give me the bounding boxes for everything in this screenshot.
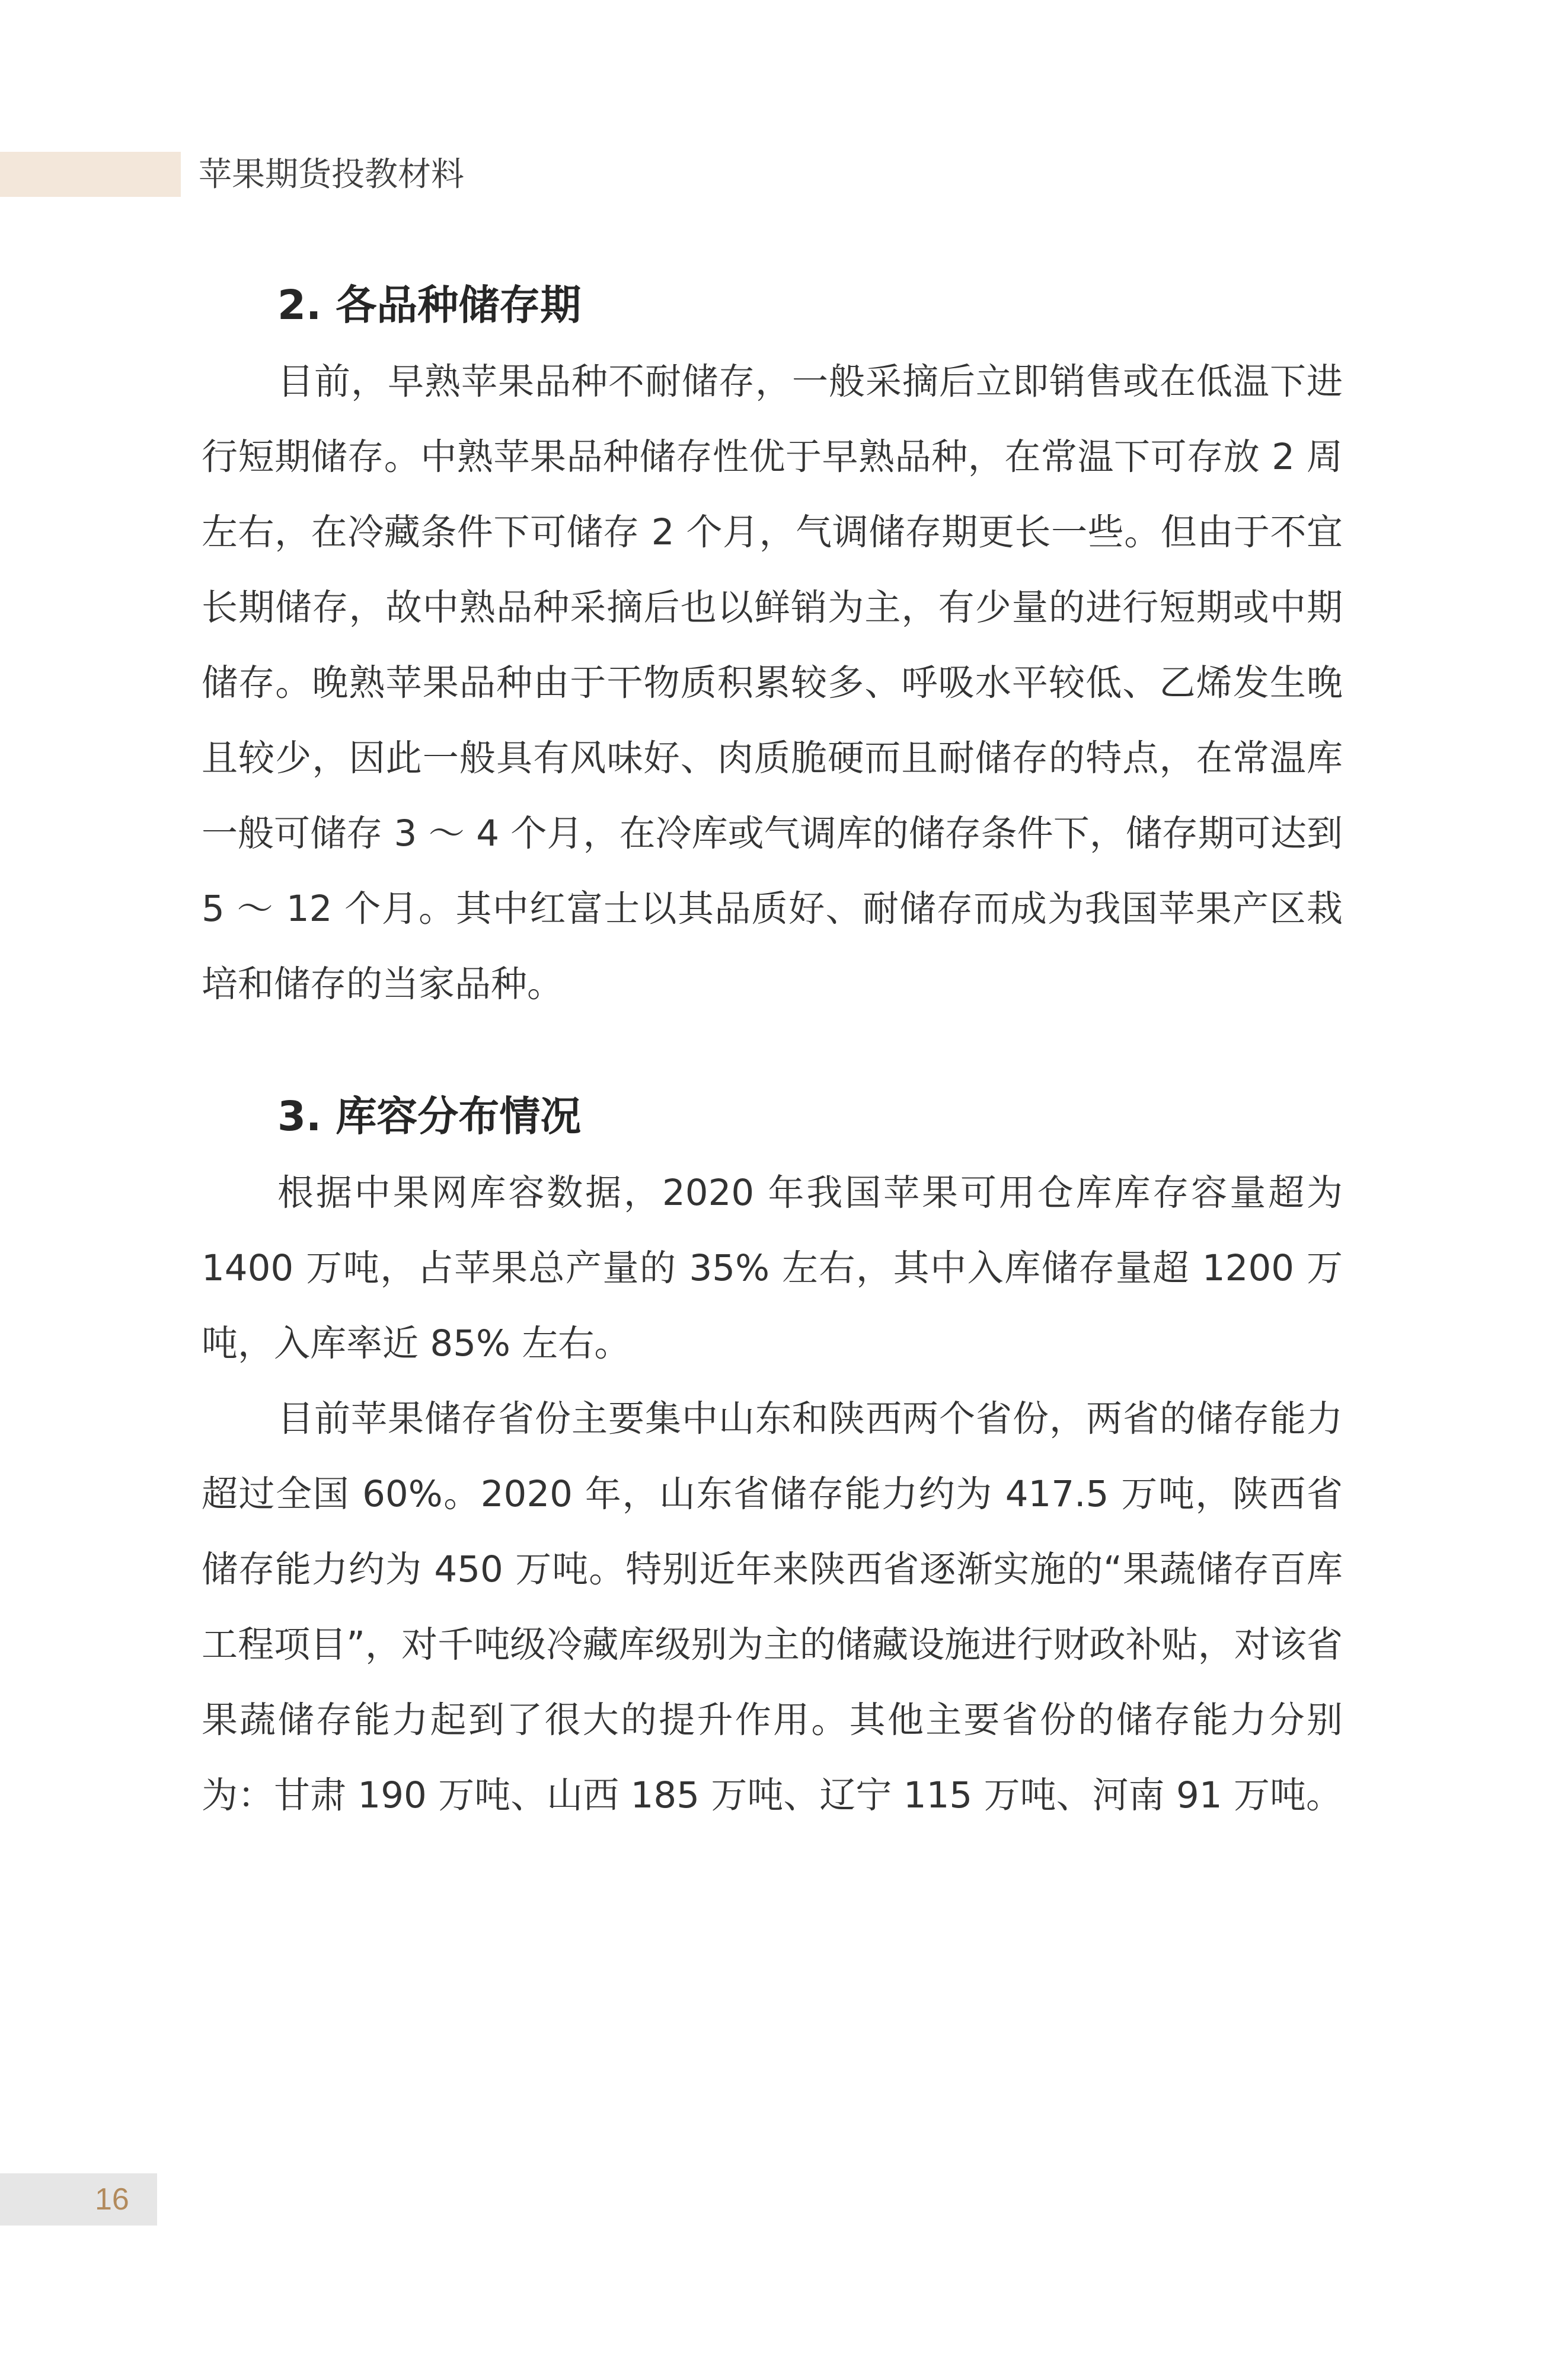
paragraph-storage-period: 目前，早熟苹果品种不耐储存，一般采摘后立即销售或在低温下进行短期储存。中熟苹果品种储存性优于早熟品种，在常温下可存放 2 周左右，在冷藏条件下可储存 2 个月，气调储存期更长一些。但由于不宜长期储存，故中熟品种采摘后也以鲜销为主，有少量的进行短期或中期储存。晚熟苹果品种由于干物质积累较多、呼吸水平较低、乙烯发生晚且较少，因此一般具有风味好、肉质脆硬而且耐储存的特点，在常温库一般可储存 3 ～ 4 个月，在冷库或气调库的储存条件下，储存期可达到 5 ～ 12 个月。其中红富士以其品质好、耐储存而成为我国苹果产区栽培和储存的当家品种。 bbox=[202, 361, 1343, 1005]
section-heading-capacity-distribution: 3. 库容分布情况 bbox=[277, 1093, 582, 1140]
section-heading-storage-period: 2. 各品种储存期 bbox=[277, 282, 582, 329]
header-accent-band bbox=[0, 152, 181, 197]
page-body bbox=[202, 267, 1343, 1833]
running-header-title: 苹果期货投教材料 bbox=[199, 155, 464, 194]
page-number-tab bbox=[0, 2173, 157, 2226]
page-number: 16 bbox=[95, 2182, 129, 2217]
paragraph-capacity-by-province: 目前苹果储存省份主要集中山东和陕西两个省份，两省的储存能力超过全国 60%。2020 年，山东省储存能力约为 417.5 万吨，陕西省储存能力约为 450 万吨。特别近年来陕西省逐渐实施的“果蔬储存百库工程项目”，对千吨级冷藏库级别为主的储藏设施进行财政补贴，对该省果蔬储存能力起到了很大的提升作用。其他主要省份的储存能力分别为：甘肃 190 万吨、山西 185 万吨、辽宁 115 万吨、河南 91 万吨。 bbox=[202, 1398, 1343, 1816]
paragraph-capacity-overview: 根据中果网库容数据，2020 年我国苹果可用仓库库存容量超为 1400 万吨，占苹果总产量的 35% 左右，其中入库储存量超 1200 万吨，入库率近 85% 左右。 bbox=[202, 1172, 1343, 1364]
